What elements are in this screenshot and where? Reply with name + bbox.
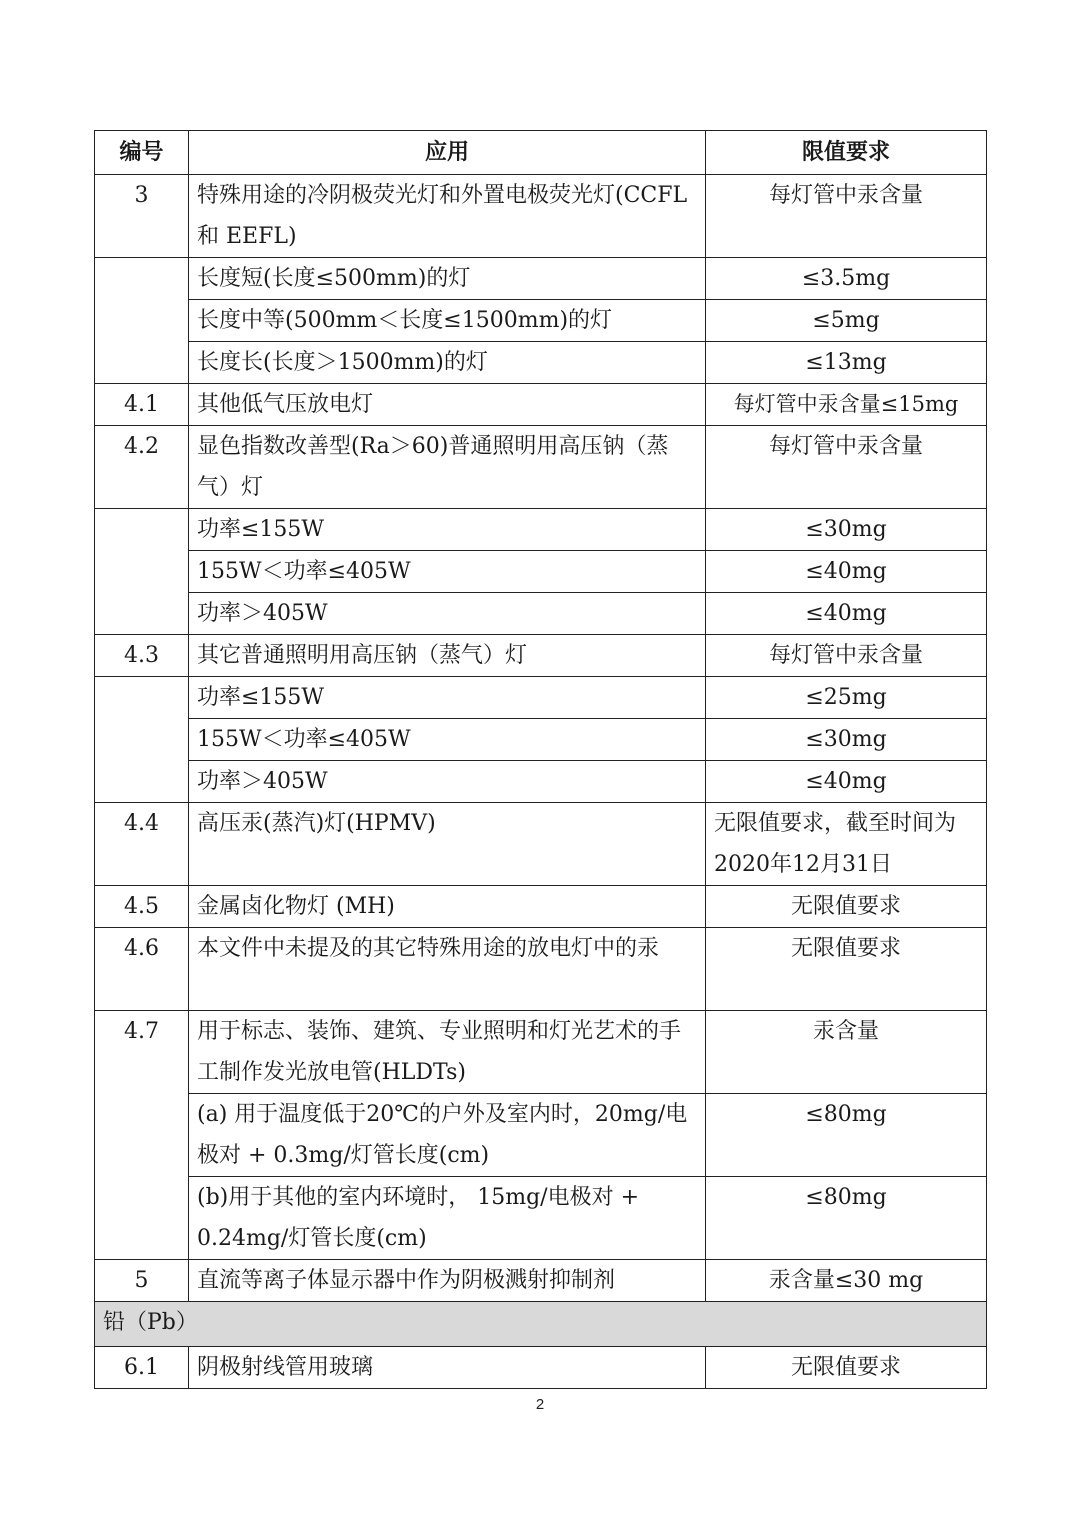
row-application: 长度短(长度≤500mm)的灯: [189, 258, 706, 300]
row-limit: 每灯管中汞含量≤15mg: [706, 384, 987, 426]
row-limit: ≤40mg: [706, 551, 987, 593]
row-number: 5: [95, 1260, 189, 1302]
page-number: 2: [535, 1396, 545, 1413]
row-limit: 每灯管中汞含量: [706, 635, 987, 677]
row-limit: ≤5mg: [706, 300, 987, 342]
table-row: [95, 342, 987, 384]
row-application: 显色指数改善型(Ra＞60)普通照明用高压钠（蒸气）灯: [189, 426, 706, 509]
row-number: 4.4: [95, 803, 189, 886]
row-application: 功率≤155W: [189, 677, 706, 719]
row-number: 4.6: [95, 928, 189, 1011]
row-application: 本文件中未提及的其它特殊用途的放电灯中的汞: [189, 928, 706, 1011]
row-limit: 汞含量: [706, 1011, 987, 1094]
row-limit: 每灯管中汞含量: [706, 426, 987, 509]
row-application: 155W＜功率≤405W: [189, 719, 706, 761]
row-number: 4.3: [95, 635, 189, 677]
row-limit: 无限值要求: [706, 928, 987, 1011]
row-number: 4.5: [95, 886, 189, 928]
table-header-row: [95, 131, 987, 175]
row-limit: ≤13mg: [706, 342, 987, 384]
row-application: 用于标志、装饰、建筑、专业照明和灯光艺术的手工制作发光放电管(HLDTs): [189, 1011, 706, 1094]
table-row: [95, 384, 987, 426]
table-row: [95, 175, 987, 258]
table-row: [95, 258, 987, 300]
row-application: 金属卤化物灯 (MH): [189, 886, 706, 928]
row-limit: 汞含量≤30 mg: [706, 1260, 987, 1302]
row-limit: ≤30mg: [706, 509, 987, 551]
header-number: 编号: [95, 131, 189, 175]
header-application: 应用: [189, 131, 706, 175]
table-row: [95, 803, 987, 886]
table-row: [95, 300, 987, 342]
table-row: [95, 509, 987, 551]
row-limit: 无限值要求: [706, 886, 987, 928]
table-row: [95, 635, 987, 677]
row-application: 其它普通照明用高压钠（蒸气）灯: [189, 635, 706, 677]
row-limit: 无限值要求，截至时间为2020年12月31日: [706, 803, 987, 886]
row-number: [95, 258, 189, 384]
row-number: 4.7: [95, 1011, 189, 1260]
row-application: (b)用于其他的室内环境时， 15mg/电极对 + 0.24mg/灯管长度(cm): [189, 1177, 706, 1260]
table-row: [95, 426, 987, 509]
row-application: 长度长(长度＞1500mm)的灯: [189, 342, 706, 384]
row-limit: ≤80mg: [706, 1177, 987, 1260]
row-limit: ≤3.5mg: [706, 258, 987, 300]
table-row: [95, 1260, 987, 1302]
table-row: [95, 761, 987, 803]
row-application: 功率＞405W: [189, 593, 706, 635]
row-application: (a) 用于温度低于20℃的户外及室内时，20mg/电极对 + 0.3mg/灯管长度(cm): [189, 1094, 706, 1177]
row-number: [95, 509, 189, 635]
row-application: 阴极射线管用玻璃: [189, 1347, 706, 1389]
table-row: [95, 551, 987, 593]
row-application: 其他低气压放电灯: [189, 384, 706, 426]
row-limit: ≤80mg: [706, 1094, 987, 1177]
table-row: [95, 1177, 987, 1260]
row-limit: ≤40mg: [706, 761, 987, 803]
section-row-lead: [95, 1302, 987, 1347]
row-number: [95, 677, 189, 803]
row-number: 6.1: [95, 1347, 189, 1389]
limits-table: [94, 130, 987, 1389]
row-application: 功率≤155W: [189, 509, 706, 551]
table-row: [95, 928, 987, 1011]
section-label: 铅（Pb）: [95, 1302, 987, 1347]
row-application: 155W＜功率≤405W: [189, 551, 706, 593]
table-row: [95, 677, 987, 719]
row-number: 4.1: [95, 384, 189, 426]
row-limit: 每灯管中汞含量: [706, 175, 987, 258]
row-limit: ≤25mg: [706, 677, 987, 719]
header-limit: 限值要求: [706, 131, 987, 175]
row-application: 高压汞(蒸汽)灯(HPMV): [189, 803, 706, 886]
table-row: [95, 886, 987, 928]
row-application: 特殊用途的冷阴极荧光灯和外置电极荧光灯(CCFL 和 EEFL): [189, 175, 706, 258]
row-number: 4.2: [95, 426, 189, 509]
row-application: 长度中等(500mm＜长度≤1500mm)的灯: [189, 300, 706, 342]
table-row: [95, 593, 987, 635]
row-application: 直流等离子体显示器中作为阴极溅射抑制剂: [189, 1260, 706, 1302]
table-row: [95, 1347, 987, 1389]
row-application: 功率＞405W: [189, 761, 706, 803]
row-limit: ≤40mg: [706, 593, 987, 635]
table-row: [95, 1094, 987, 1177]
row-limit: 无限值要求: [706, 1347, 987, 1389]
row-limit: ≤30mg: [706, 719, 987, 761]
table-row: [95, 719, 987, 761]
table-row: [95, 1011, 987, 1094]
row-number: 3: [95, 175, 189, 258]
